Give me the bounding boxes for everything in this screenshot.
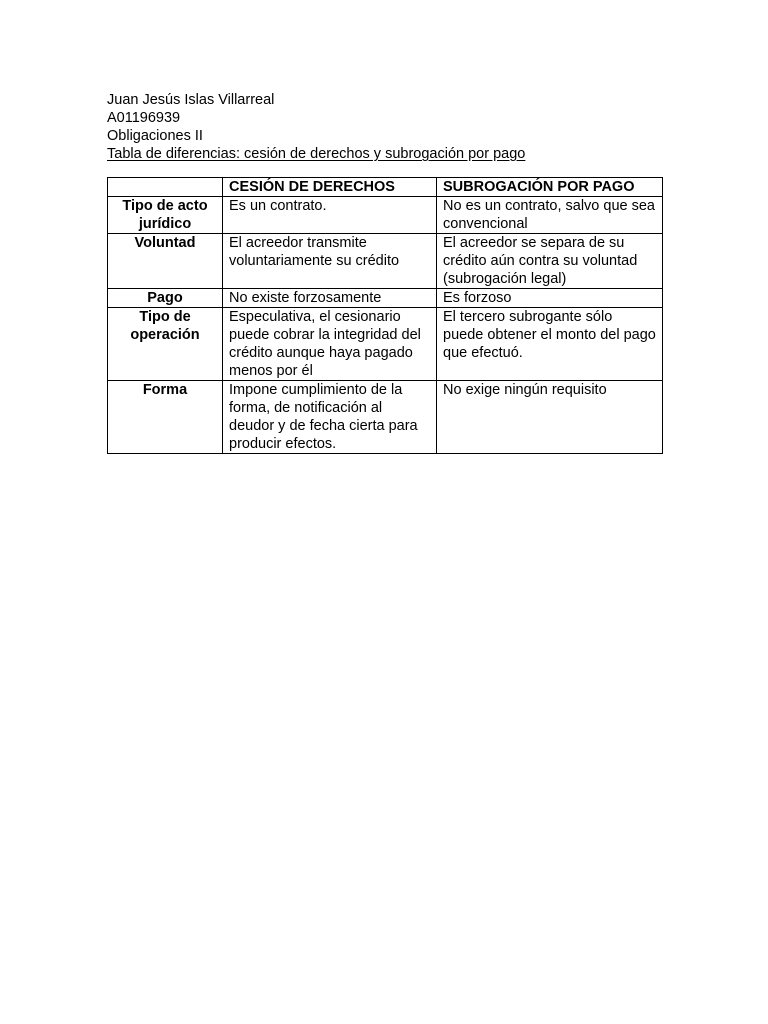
- cell-cesion: El acreedor transmite voluntariamente su crédito: [223, 234, 437, 289]
- table-row: [108, 308, 663, 381]
- column-header-cesion: CESIÓN DE DERECHOS: [223, 178, 437, 197]
- differences-table: [107, 177, 663, 454]
- student-id: A01196939: [107, 110, 181, 126]
- cell-cesion: Impone cumplimiento de la forma, de notificación al deudor y de fecha cierta para producir efectos.: [223, 381, 437, 454]
- row-label: Voluntad: [108, 234, 223, 289]
- table-row: [108, 381, 663, 454]
- table-row: [108, 289, 663, 308]
- cell-subrogacion: Es forzoso: [437, 289, 663, 308]
- author-name: Juan Jesús Islas Villarreal: [107, 92, 275, 108]
- cell-subrogacion: No es un contrato, salvo que sea convencional: [437, 197, 663, 234]
- cell-subrogacion: El acreedor se separa de su crédito aún contra su voluntad (subrogación legal): [437, 234, 663, 289]
- cell-cesion: No existe forzosamente: [223, 289, 437, 308]
- cell-subrogacion: El tercero subrogante sólo puede obtener el monto del pago que efectuó.: [437, 308, 663, 381]
- row-label: Tipo de operación: [108, 308, 223, 381]
- document-header: [107, 91, 667, 163]
- column-header-empty: [108, 178, 223, 197]
- document-title: Tabla de diferencias: cesión de derechos y subrogación por pago: [107, 146, 526, 162]
- row-label: Pago: [108, 289, 223, 308]
- row-label: Tipo de acto jurídico: [108, 197, 223, 234]
- table-row: [108, 234, 663, 289]
- cell-cesion: Especulativa, el cesionario puede cobrar la integridad del crédito aunque haya pagado menos por él: [223, 308, 437, 381]
- course-name: Obligaciones II: [107, 128, 203, 144]
- cell-cesion: Es un contrato.: [223, 197, 437, 234]
- table-header-row: [108, 178, 663, 197]
- cell-subrogacion: No exige ningún requisito: [437, 381, 663, 454]
- column-header-subrogacion: SUBROGACIÓN POR PAGO: [437, 178, 663, 197]
- table-row: [108, 197, 663, 234]
- row-label: Forma: [108, 381, 223, 454]
